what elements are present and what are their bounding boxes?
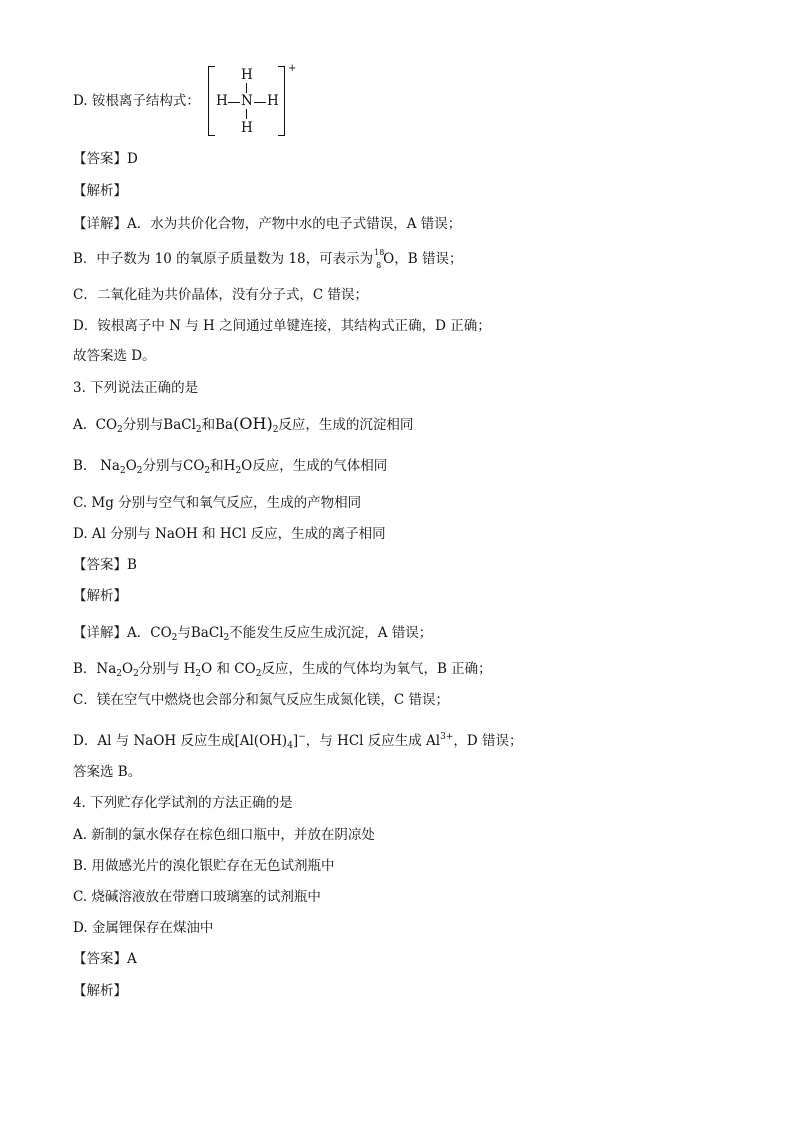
text: 分别与 bbox=[142, 458, 184, 474]
q4-option-a: A. 新制的氯水保存在棕色细口瓶中，并放在阴凉处 bbox=[73, 827, 375, 843]
subscript: 4 bbox=[287, 741, 293, 751]
option-label: B. bbox=[73, 458, 88, 474]
subscript: 2 bbox=[116, 669, 123, 679]
formula: (OH) bbox=[233, 414, 273, 433]
formula: BaCl bbox=[163, 417, 196, 433]
atom-h-right: H bbox=[267, 93, 279, 109]
subscript: 2 bbox=[204, 466, 211, 476]
atomic-number: 8 bbox=[376, 261, 382, 270]
formula: CO bbox=[95, 417, 118, 433]
element-symbol: O bbox=[383, 251, 395, 267]
q4-analysis-heading: 【解析】 bbox=[73, 983, 127, 999]
subscript: 2 bbox=[195, 669, 202, 679]
subscript: 2 bbox=[223, 633, 230, 643]
atom-h-left: H bbox=[216, 93, 228, 109]
q4-option-b: B. 用做感光片的溴化银贮存在无色试剂瓶中 bbox=[73, 858, 335, 874]
text: O bbox=[122, 661, 134, 677]
formula: Na bbox=[100, 458, 120, 474]
q3-detail-a bbox=[73, 623, 432, 648]
atom-h-bottom: H bbox=[241, 120, 253, 136]
q2-option-d-text: D. 铵根离子结构式： bbox=[73, 93, 200, 109]
formula: CO bbox=[183, 458, 205, 474]
q3-detail-b bbox=[73, 659, 492, 684]
formula: Ba bbox=[215, 417, 234, 433]
text: 反应，生成的气体相同 bbox=[252, 458, 388, 474]
q3-analysis-heading: 【解析】 bbox=[73, 588, 127, 604]
q4-stem: 4. 下列贮存化学试剂的方法正确的是 bbox=[73, 795, 293, 811]
text: O 和 CO bbox=[201, 661, 256, 677]
q4-answer: 【答案】A bbox=[73, 951, 137, 967]
q4-option-d: D. 金属锂保存在煤油中 bbox=[73, 920, 214, 936]
q3-stem: 3. 下列说法正确的是 bbox=[73, 380, 199, 396]
formula: CO bbox=[150, 625, 172, 641]
formula: O bbox=[241, 458, 253, 474]
bond-top bbox=[246, 83, 247, 93]
bond-left bbox=[228, 102, 240, 103]
text: 【详解】A． bbox=[73, 625, 151, 641]
q2-detail-d: D．铵根离子中 N 与 H 之间通过单键连接，其结构式正确，D 正确； bbox=[73, 318, 491, 334]
superscript: 3+ bbox=[440, 732, 454, 742]
ammonium-structure bbox=[208, 66, 285, 135]
bond-right bbox=[254, 102, 266, 103]
text: ，D 错误； bbox=[453, 733, 523, 749]
text: 分别与 H bbox=[138, 661, 196, 677]
q2-analysis-heading: 【解析】 bbox=[73, 183, 127, 199]
text: ，与 HCl 反应生成 Al bbox=[305, 733, 441, 749]
text: D．Al 与 NaOH 反应生成[Al(OH) bbox=[73, 733, 288, 749]
q3-option-b bbox=[73, 456, 387, 481]
text: 和 bbox=[201, 417, 216, 433]
isotope-notation bbox=[373, 248, 385, 270]
q3-option-c: C. Mg 分别与空气和氧气反应，生成的产物相同 bbox=[73, 495, 362, 511]
subscript: 2 bbox=[119, 466, 126, 476]
charge-plus: + bbox=[288, 63, 297, 74]
text: 和 bbox=[210, 458, 224, 474]
subscript: 2 bbox=[133, 669, 139, 679]
text: ] bbox=[292, 733, 299, 749]
q2-detail-b-tail: ，B 错误； bbox=[394, 251, 463, 267]
subscript: 2 bbox=[136, 466, 143, 476]
q4-option-c: C. 烧碱溶液放在带磨口玻璃塞的试剂瓶中 bbox=[73, 889, 321, 905]
left-bracket bbox=[208, 66, 215, 136]
superscript: − bbox=[298, 732, 306, 742]
q2-option-d bbox=[73, 91, 200, 111]
option-label: A. bbox=[73, 417, 88, 433]
q3-answer: 【答案】B bbox=[73, 557, 137, 573]
q2-detail-b-text: B．中子数为 10 的氧原子质量数为 18，可表示为 bbox=[73, 251, 374, 267]
text: 不能发生反应生成沉淀，A 错误； bbox=[229, 625, 433, 641]
text: 分别与 bbox=[122, 417, 164, 433]
q2-detail-c: C．二氧化硅为共价晶体，没有分子式，C 错误； bbox=[73, 287, 368, 303]
q2-conclusion: 故答案选 D。 bbox=[73, 348, 156, 364]
formula: BaCl bbox=[190, 625, 224, 641]
mass-number: 18 bbox=[374, 248, 385, 257]
atom-h-top: H bbox=[241, 67, 253, 83]
bond-bottom bbox=[246, 109, 247, 119]
formula: H bbox=[223, 458, 236, 474]
subscript: 2 bbox=[255, 669, 262, 679]
subscript: 2 bbox=[235, 466, 242, 476]
q2-answer: 【答案】D bbox=[73, 151, 138, 167]
q3-option-d: D. Al 分别与 NaOH 和 HCl 反应，生成的离子相同 bbox=[73, 526, 386, 542]
q3-conclusion: 答案选 B。 bbox=[73, 764, 142, 780]
text: 反应，生成的气体均为氧气，B 正确； bbox=[261, 661, 492, 677]
right-bracket bbox=[278, 66, 285, 136]
subscript: 2 bbox=[117, 425, 123, 435]
q3-detail-c: C．镁在空气中燃烧也会部分和氮气反应生成氮化镁，C 错误； bbox=[73, 692, 449, 708]
q2-detail-a: 【详解】A．水为共价化合物，产物中水的电子式错误，A 错误； bbox=[73, 216, 462, 232]
formula: O bbox=[125, 458, 137, 474]
q3-detail-d bbox=[73, 727, 523, 756]
q3-option-a bbox=[73, 414, 413, 440]
atom-n: N bbox=[241, 93, 253, 109]
subscript: 2 bbox=[171, 633, 178, 643]
q2-detail-b bbox=[73, 249, 462, 269]
text: 与 bbox=[177, 625, 191, 641]
subscript: 2 bbox=[272, 425, 279, 435]
text: 反应，生成的沉淀相同 bbox=[278, 417, 414, 433]
subscript: 2 bbox=[195, 425, 202, 435]
text: B．Na bbox=[73, 661, 117, 677]
